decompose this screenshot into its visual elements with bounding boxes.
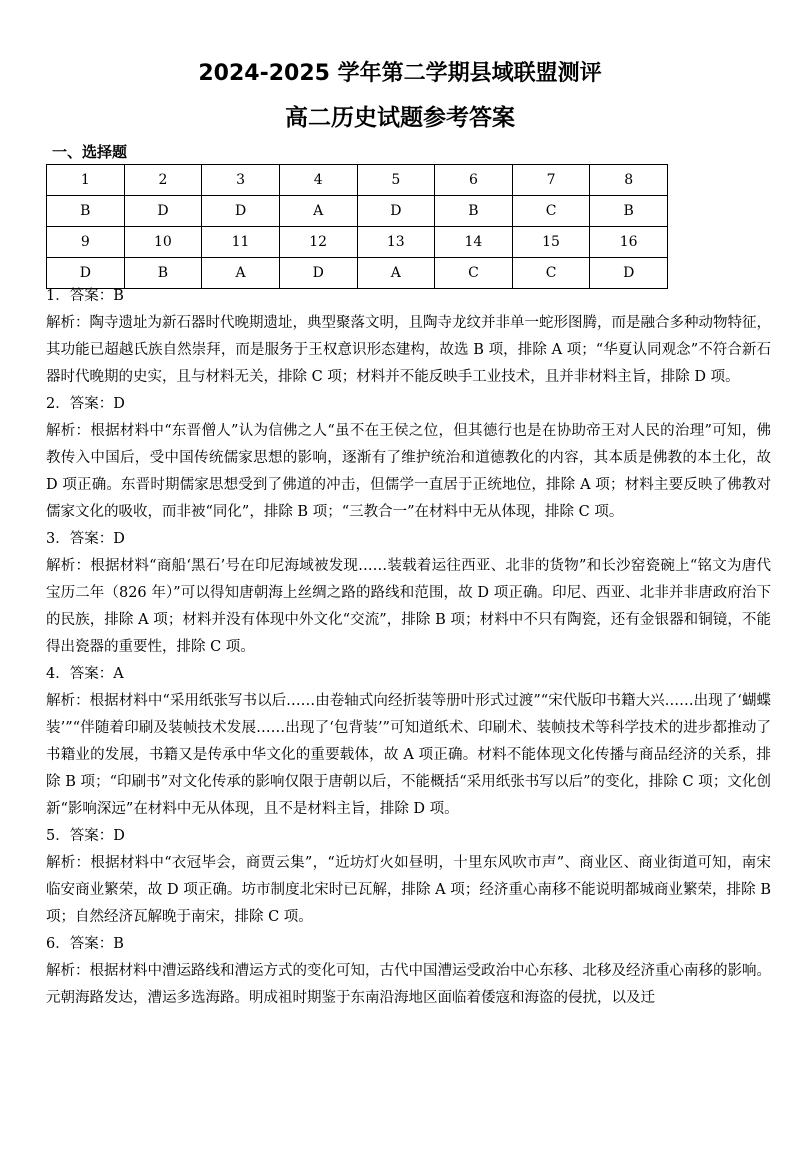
answer-explanation: 解析：根据材料中“采用纸张写书以后……由卷轴式向经折装等册叶形式过渡”“宋代版印书籍大兴……出现了‘蝴蝶装’”“伴随着印刷及装帧技术发展……出现了‘包背装’”可知道纸术、印刷术、装帧技术等科学技术的进步都推动了书籍业的发展，书籍又是传承中华文化的重要载体，故 A 项正确。材料不能体现文化传播与商品经济的关系，排除 B 项；“印刷书”对文化传承的影响仅限于唐朝以后，不能概括“采用纸张书写以后”的变化，排除 C 项；文化创新“影响深远”在材料中无从体现，且不是材料主旨，排除 D 项。 [46,693,771,817]
table-cell: 16 [590,227,668,258]
table-cell: A [202,258,280,289]
table-cell: C [512,196,590,227]
question-block [46,526,771,661]
answer-heading: 6．答案：B [46,936,124,952]
answer-heading: 4．答案：A [46,666,124,682]
table-cell: C [512,258,590,289]
section-title: 一、选择题 [52,143,128,161]
answer-explanation: 解析：根据材料中“东晋僧人”认为信佛之人“虽不在王侯之位，但其德行也是在协助帝王对人民的治理”可知，佛教传入中国后，受中国传统儒家思想的影响，逐渐有了维护统治和道德教化的内容，其本质是佛教的本土化，故 D 项正确。东晋时期儒家思想受到了佛道的冲击，但儒学一直居于正统地位，排除 A 项；材料主要反映了佛教对儒家文化的吸收，而非被“同化”，排除 B 项；“三教合一”在材料中无从体现，排除 C 项。 [46,423,771,520]
table-cell: 5 [357,165,435,196]
answer-explanations [46,283,771,1012]
table-cell: D [279,258,357,289]
table-cell: A [357,258,435,289]
table-cell: D [590,258,668,289]
answer-explanation: 解析：陶寺遗址为新石器时代晚期遗址，典型聚落文明，且陶寺龙纹并非单一蛇形图腾，而是融合多种动物特征，其功能已超越氏族自然崇拜，而是服务于王权意识形态建构，故选 B 项，排除 A 项；“华夏认同观念”不符合新石器时代晚期的史实，且与材料无关，排除 C 项；材料并不能反映手工业技术，且并非材料主旨，排除 D 项。 [46,315,771,385]
table-cell: 8 [590,165,668,196]
table-cell: 13 [357,227,435,258]
question-block [46,823,771,931]
answer-heading: 3．答案：D [46,531,125,547]
question-block [46,283,771,391]
table-cell: D [47,258,125,289]
table-cell: D [202,196,280,227]
answer-heading: 5．答案：D [46,828,125,844]
table-cell: 9 [47,227,125,258]
table-cell: 15 [512,227,590,258]
table-cell: B [124,258,202,289]
table-row [47,196,668,227]
question-block [46,931,771,1012]
table-cell: C [435,258,513,289]
table-cell: B [590,196,668,227]
answer-explanation: 解析：根据材料中“衣冠毕会，商贾云集”，“近坊灯火如昼明，十里东风吹市声”、商业区、商业街道可知，南宋临安商业繁荣，故 D 项正确。坊市制度北宋时已瓦解，排除 A 项；经济重心南移不能说明都城商业繁荣，排除 B 项；自然经济瓦解晚于南宋，排除 C 项。 [46,855,771,925]
question-block [46,661,771,823]
table-cell: 14 [435,227,513,258]
question-block [46,391,771,526]
table-cell: 4 [279,165,357,196]
answer-heading: 2．答案：D [46,396,125,412]
table-cell: 11 [202,227,280,258]
table-row [47,165,668,196]
table-cell: 10 [124,227,202,258]
answer-table [46,164,668,289]
table-row [47,227,668,258]
table-cell: 2 [124,165,202,196]
table-cell: 7 [512,165,590,196]
answer-explanation: 解析：根据材料中漕运路线和漕运方式的变化可知，古代中国漕运受政治中心东移、北移及经济重心南移的影响。元朝海路发达，漕运多选海路。明成祖时期鉴于东南沿海地区面临着倭寇和海盗的侵扰，以及迁 [46,963,771,1006]
answer-explanation: 解析：根据材料“商船‘黑石’号在印尼海域被发现……装载着运往西亚、北非的货物”和长沙窑瓷碗上“铭文为唐代宝历二年（826 年）”可以得知唐朝海上丝绸之路的路线和范围，故 D 项正确。印尼、西亚、北非并非唐政府治下的民族，排除 A 项；材料并没有体现中外文化“交流”，排除 B 项；材料中不只有陶瓷，还有金银器和铜镜，不能得出瓷器的重要性，排除 C 项。 [46,558,771,655]
page-subtitle: 高二历史试题参考答案 [285,105,515,131]
table-cell: B [47,196,125,227]
table-cell: 1 [47,165,125,196]
page-title: 2024-2025 学年第二学期县域联盟测评 [198,61,602,86]
table-cell: B [435,196,513,227]
table-cell: 12 [279,227,357,258]
table-cell: D [357,196,435,227]
table-cell: A [279,196,357,227]
table-cell: 6 [435,165,513,196]
table-cell: D [124,196,202,227]
answer-heading: 1．答案：B [46,288,124,304]
table-cell: 3 [202,165,280,196]
